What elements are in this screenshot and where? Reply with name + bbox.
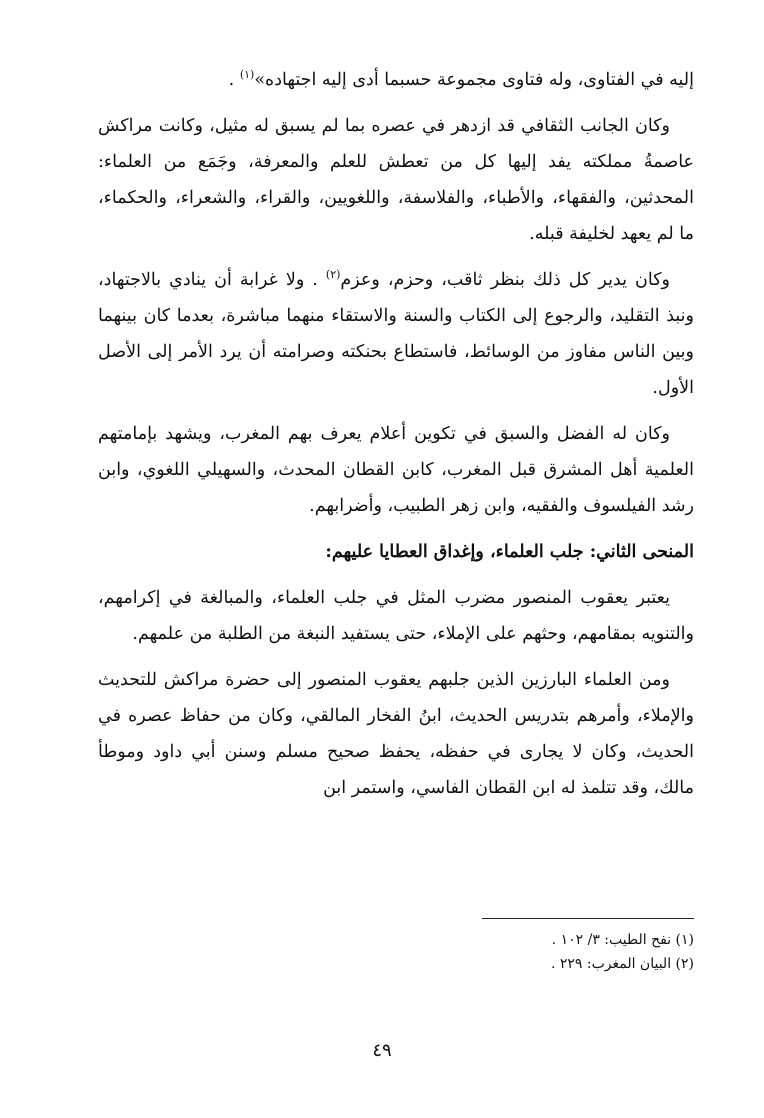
paragraph-6: ومن العلماء البارزين الذين جلبهم يعقوب المنصور إلى حضرة مراكش للتحديث والإملاء، وأمرهم بتدريس الحديث، ابنُ الفخار المالقي، وكان من حفاظ عصره في الحديث، وكان لا يجارى في حفظه، يحفظ صحيح مسلم وسنن أبي داود وموطأ مالك، وقد تتلمذ له ابن القطان الفاسي، واستمر ابن — [98, 670, 694, 798]
main-text — [98, 62, 694, 816]
paragraph-3-text: وكان يدير كل ذلك بنظر ثاقب، وحزم، وعزم — [340, 270, 670, 290]
page-number: ٤٩ — [372, 1040, 392, 1061]
paragraph-1-tail: . — [228, 70, 240, 90]
paragraph-5: يعتبر يعقوب المنصور مضرب المثل في جلب العلماء، والمبالغة في إكرامهم، والتنويه بمقامهم، وحثهم على الإملاء، حتى يستفيد النبغة من الطلبة من علمهم. — [98, 588, 694, 644]
footnote-ref-2: (٢) — [325, 268, 341, 282]
paragraph-1-text: إليه في الفتاوى، وله فتاوى مجموعة حسبما أدى إليه اجتهاده» — [254, 70, 694, 90]
footnote-1: (١) نفح الطيب: ٣/ ١٠٢ . — [551, 932, 694, 948]
paragraph-1 — [98, 62, 694, 98]
footnote-2: (٢) البيان المغرب: ٢٢٩ . — [550, 956, 694, 972]
footnote-divider — [482, 918, 694, 919]
paragraph-2: وكان الجانب الثقافي قد ازدهر في عصره بما لم يسبق له مثيل، وكانت مراكش عاصمةُ مملكته يفد إليها كل من تعطش للعلم والمعرفة، وجَمَع من العلماء: المحدثين، والفقهاء، والأطباء، والفلاسفة، واللغويين، والقراء، والشعراء، والحكماء، ما لم يعهد لخليفة قبله. — [98, 116, 694, 244]
section-heading: المنحى الثاني: جلب العلماء، وإغداق العطايا عليهم: — [325, 542, 694, 562]
footnotes — [434, 928, 694, 976]
paragraph-3-tail: . ولا غرابة أن ينادي بالاجتهاد، ونبذ التقليد، والرجوع إلى الكتاب والسنة والاستقاء منهما مباشرة، بعدما كان بينهما وبين الناس مفاوز من الوسائط، فاستطاع بحنكته وصرامته أن يرد الأمر إلى الأصل الأول. — [98, 270, 694, 398]
paragraph-3 — [98, 262, 694, 406]
paragraph-4: وكان له الفضل والسبق في تكوين أعلام يعرف بهم المغرب، ويشهد بإمامتهم العلمية أهل المشرق قبل المغرب، كابن القطان المحدث، والسهيلي اللغوي، وابن رشد الفيلسوف والفقيه، وابن زهر الطبيب، وأضرابهم. — [98, 424, 694, 516]
footnote-ref-1: (١) — [239, 68, 255, 82]
